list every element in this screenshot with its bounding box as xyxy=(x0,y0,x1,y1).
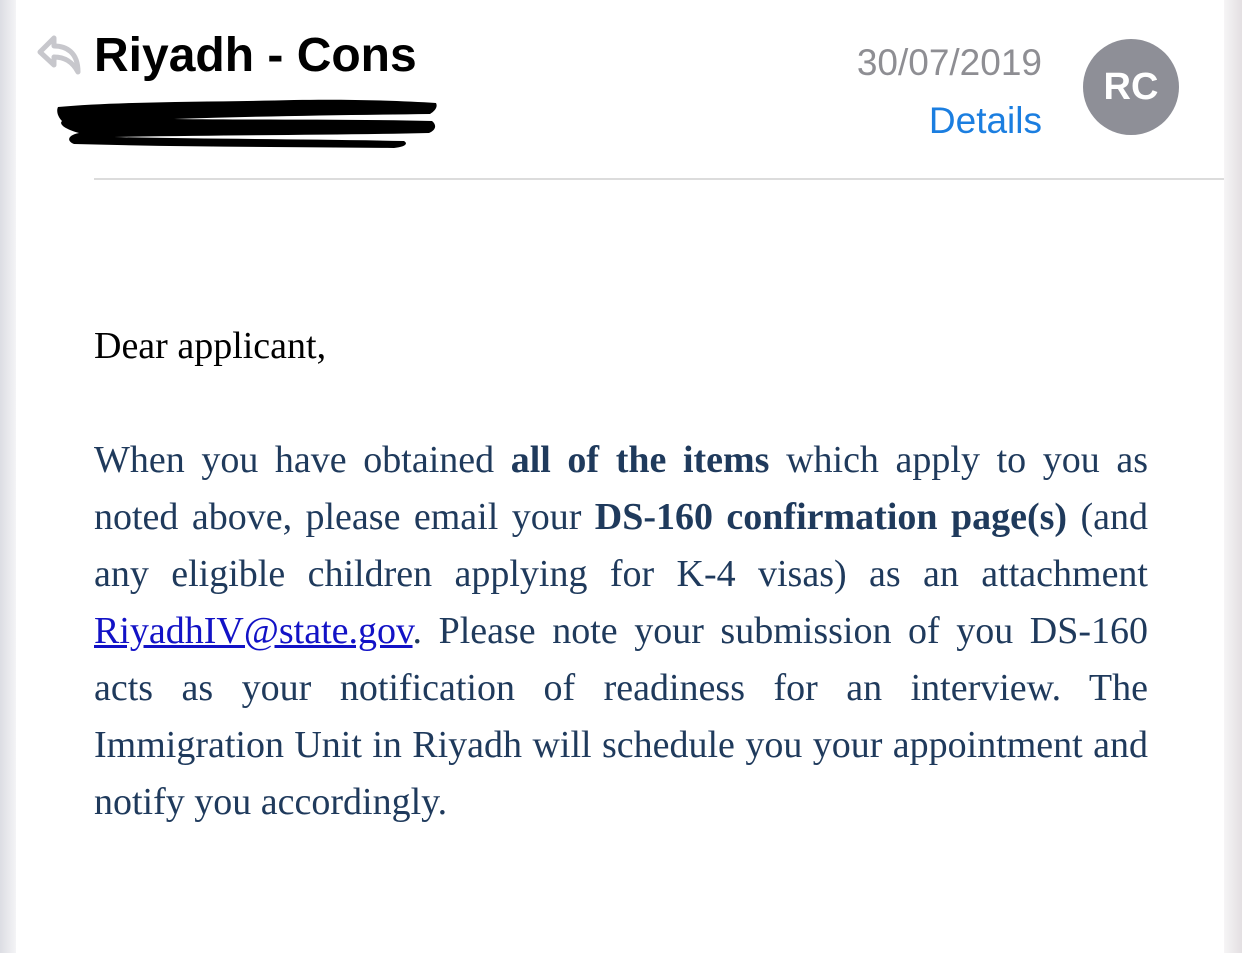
left-edge xyxy=(0,0,16,953)
message-text-2: which apply to you as noted above, please email your xyxy=(94,439,1148,538)
header-divider xyxy=(94,178,1224,180)
right-edge xyxy=(1224,0,1242,953)
message-text-1: When you have obtained xyxy=(94,439,511,481)
message-date: 30/07/2019 xyxy=(856,42,1042,83)
details-link[interactable]: Details xyxy=(928,100,1042,141)
reply-arrow-icon[interactable] xyxy=(36,30,84,80)
message-bold-items: all of the items xyxy=(510,439,770,481)
message-text-3: (and any eligible children applying for K-4 visas) as an attachment xyxy=(94,496,1148,595)
message-paragraph xyxy=(94,432,1148,831)
greeting-text: Dear applicant, xyxy=(94,325,327,367)
sender-name: Riyadh - Cons xyxy=(94,29,417,82)
message-bold-ds160: DS-160 confirmation page(s) xyxy=(594,496,1068,538)
email-address-link[interactable]: RiyadhIV@state.gov xyxy=(94,610,413,652)
message-text-4: . Please note your submission of you DS-160 acts as your notification of readiness for an interview. The Immigration Unit in Riyadh will schedule you your appointment and notify you accordingly. xyxy=(94,610,1148,823)
redacted-address-mark xyxy=(54,97,439,149)
sender-avatar[interactable]: RC xyxy=(1083,39,1179,135)
